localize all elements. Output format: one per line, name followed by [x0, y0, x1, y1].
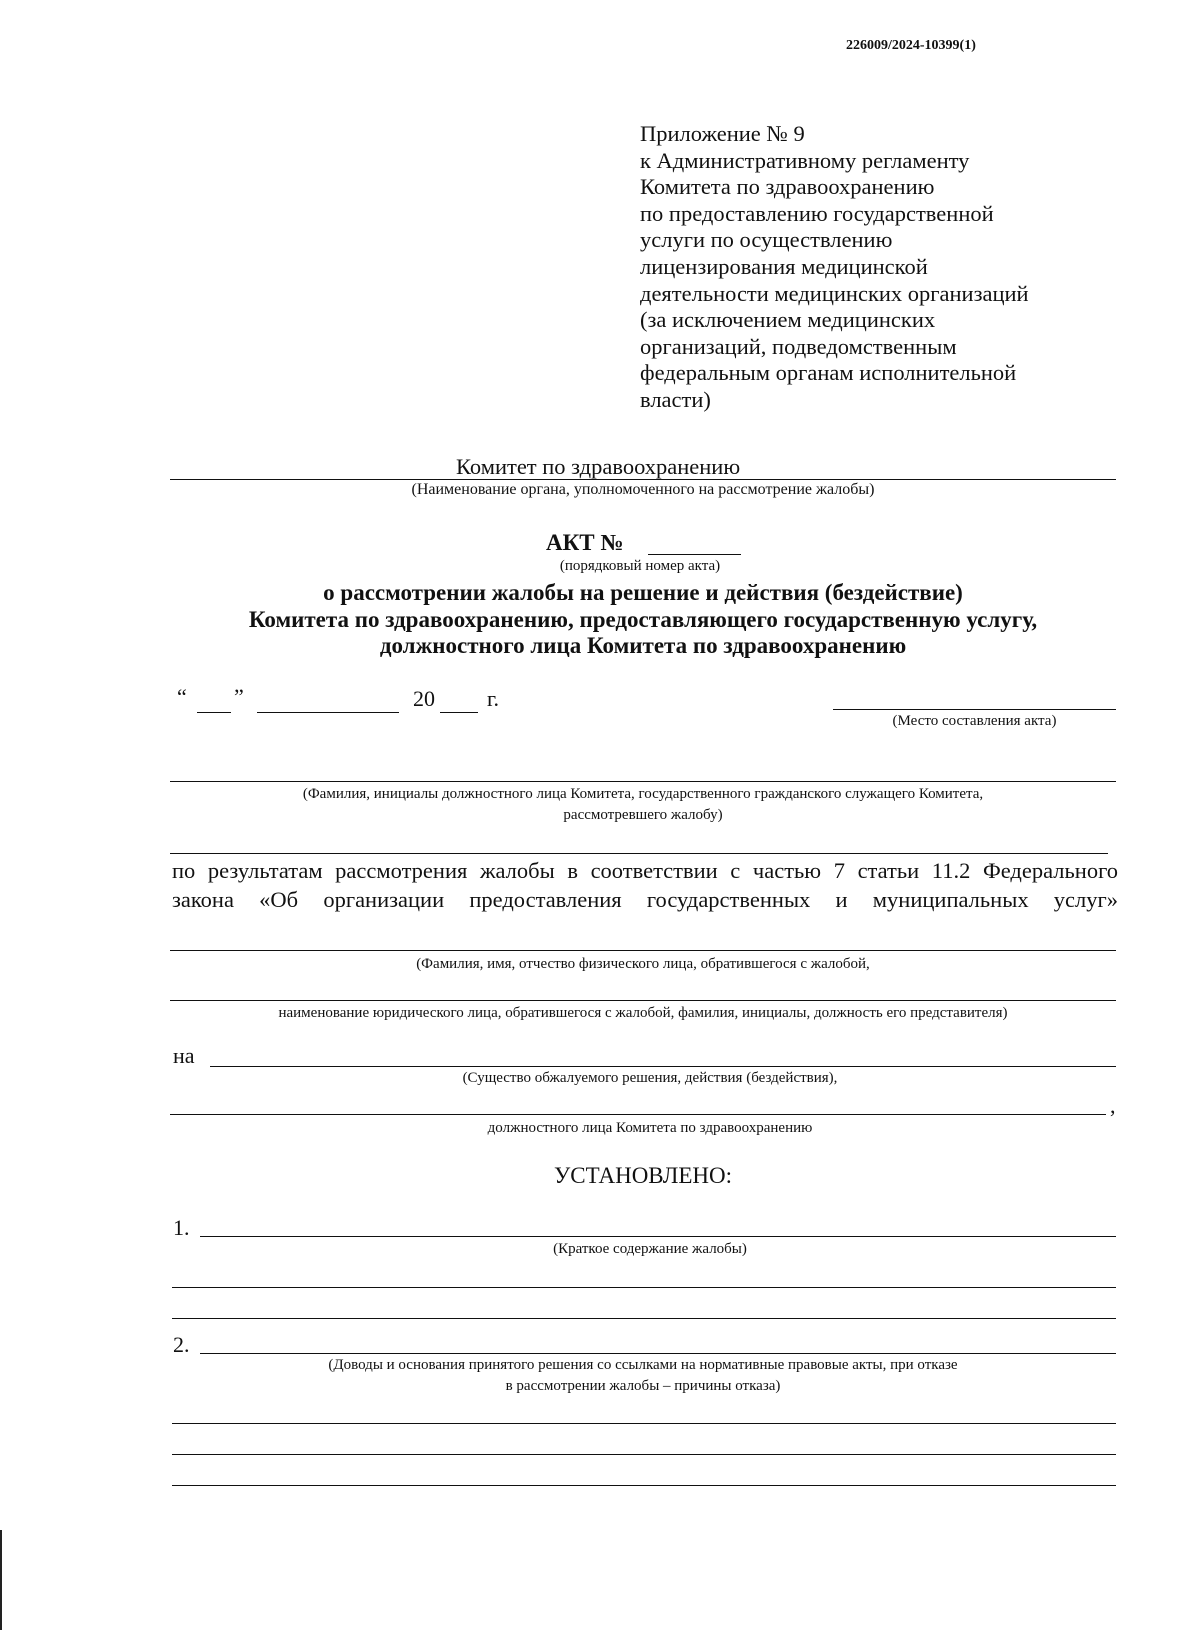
date-month-line — [257, 712, 399, 713]
item2-line — [200, 1353, 1116, 1354]
established-heading: УСТАНОВЛЕНО: — [553, 1163, 733, 1188]
date-day-line — [197, 712, 231, 713]
item2-line-4 — [172, 1485, 1116, 1486]
act-subject-line: Комитета по здравоохранению, предоставляющего государственную услугу, — [248, 607, 1038, 632]
appendix-line: к Административному регламенту — [640, 147, 970, 173]
act-subject-line: должностного лица Комитета по здравоохранению — [379, 633, 907, 658]
scan-edge — [0, 1530, 2, 1630]
on-label: на — [173, 1043, 195, 1068]
appendix-line: Приложение № 9 — [640, 121, 805, 146]
appendix-block — [640, 121, 1080, 414]
item1-caption: (Краткое содержание жалобы) — [553, 1241, 747, 1257]
place-caption: (Место составления акта) — [892, 713, 1057, 729]
applicant-line-2 — [170, 1000, 1116, 1001]
date-year-suffix: г. — [487, 686, 500, 711]
item2-line-3 — [172, 1454, 1116, 1455]
applicant-line — [170, 950, 1116, 951]
item2-number: 2. — [173, 1332, 190, 1357]
appendix-line: лицензирования медицинской — [640, 253, 928, 279]
appendix-line: деятельности медицинских организаций — [640, 280, 1029, 306]
document-number: 226009/2024-10399(1) — [846, 38, 976, 53]
essence-line — [210, 1066, 1116, 1067]
item1-number: 1. — [173, 1215, 190, 1240]
official-caption: рассмотревшего жалобу) — [563, 807, 723, 823]
date-year-line — [440, 712, 478, 713]
appendix-line: власти) — [640, 386, 711, 412]
appendix-line: организаций, подведомственным — [640, 333, 957, 359]
date-close-quote: ” — [234, 684, 244, 709]
act-title: АКТ № — [546, 530, 624, 555]
official-line — [170, 781, 1116, 782]
appendix-line: Комитета по здравоохранению — [640, 174, 935, 200]
item1-line — [200, 1236, 1116, 1237]
official-caption: (Фамилия, инициалы должностного лица Комитета, государственного гражданского служащего Комитета, — [302, 786, 984, 802]
appendix-line: по предоставлению государственной — [640, 200, 994, 226]
act-number-line — [648, 554, 741, 555]
item2-caption: в рассмотрении жалобы – причины отказа) — [505, 1378, 781, 1394]
appendix-line: услуги по осуществлению — [640, 227, 893, 253]
organ-caption: (Наименование органа, уполномоченного на рассмотрение жалобы) — [411, 481, 875, 498]
applicant-caption: наименование юридического лица, обратившегося с жалобой, фамилия, инициалы, должность его представителя) — [278, 1005, 1008, 1021]
item2-caption: (Доводы и основания принятого решения со ссылками на нормативные правовые акты, при отказе — [328, 1357, 958, 1373]
official-line-2 — [170, 853, 1108, 854]
appendix-line: (за исключением медицинских — [640, 307, 936, 333]
place-line — [833, 709, 1116, 710]
essence-caption: (Существо обжалуемого решения, действия (бездействия), — [462, 1070, 838, 1086]
appendix-line: федеральным органам исполнительной — [640, 360, 1017, 386]
organ-name: Комитет по здравоохранению — [456, 454, 741, 479]
results-line: по результатам рассмотрения жалобы в соответствии с частью 7 статьи 11.2 Федерального — [172, 858, 1118, 883]
act-number-caption: (порядковый номер акта) — [559, 558, 721, 574]
essence-line-2 — [170, 1114, 1106, 1115]
item1-line-3 — [172, 1318, 1116, 1319]
item2-line-2 — [172, 1423, 1116, 1424]
item1-line-2 — [172, 1287, 1116, 1288]
applicant-caption: (Фамилия, имя, отчество физического лица, обратившегося с жалобой, — [416, 956, 870, 972]
results-paragraph — [172, 856, 1118, 914]
date-year-prefix: 20 — [413, 686, 435, 711]
date-open-quote: “ — [177, 684, 187, 709]
essence-comma: , — [1110, 1093, 1116, 1118]
organ-name-line — [170, 479, 1116, 480]
essence-caption-2: должностного лица Комитета по здравоохранению — [487, 1120, 813, 1136]
act-subject-line: о рассмотрении жалобы на решение и действия (бездействие) — [323, 580, 963, 605]
results-line: закона «Об организации предоставления государственных и муниципальных услуг» — [172, 887, 1118, 912]
